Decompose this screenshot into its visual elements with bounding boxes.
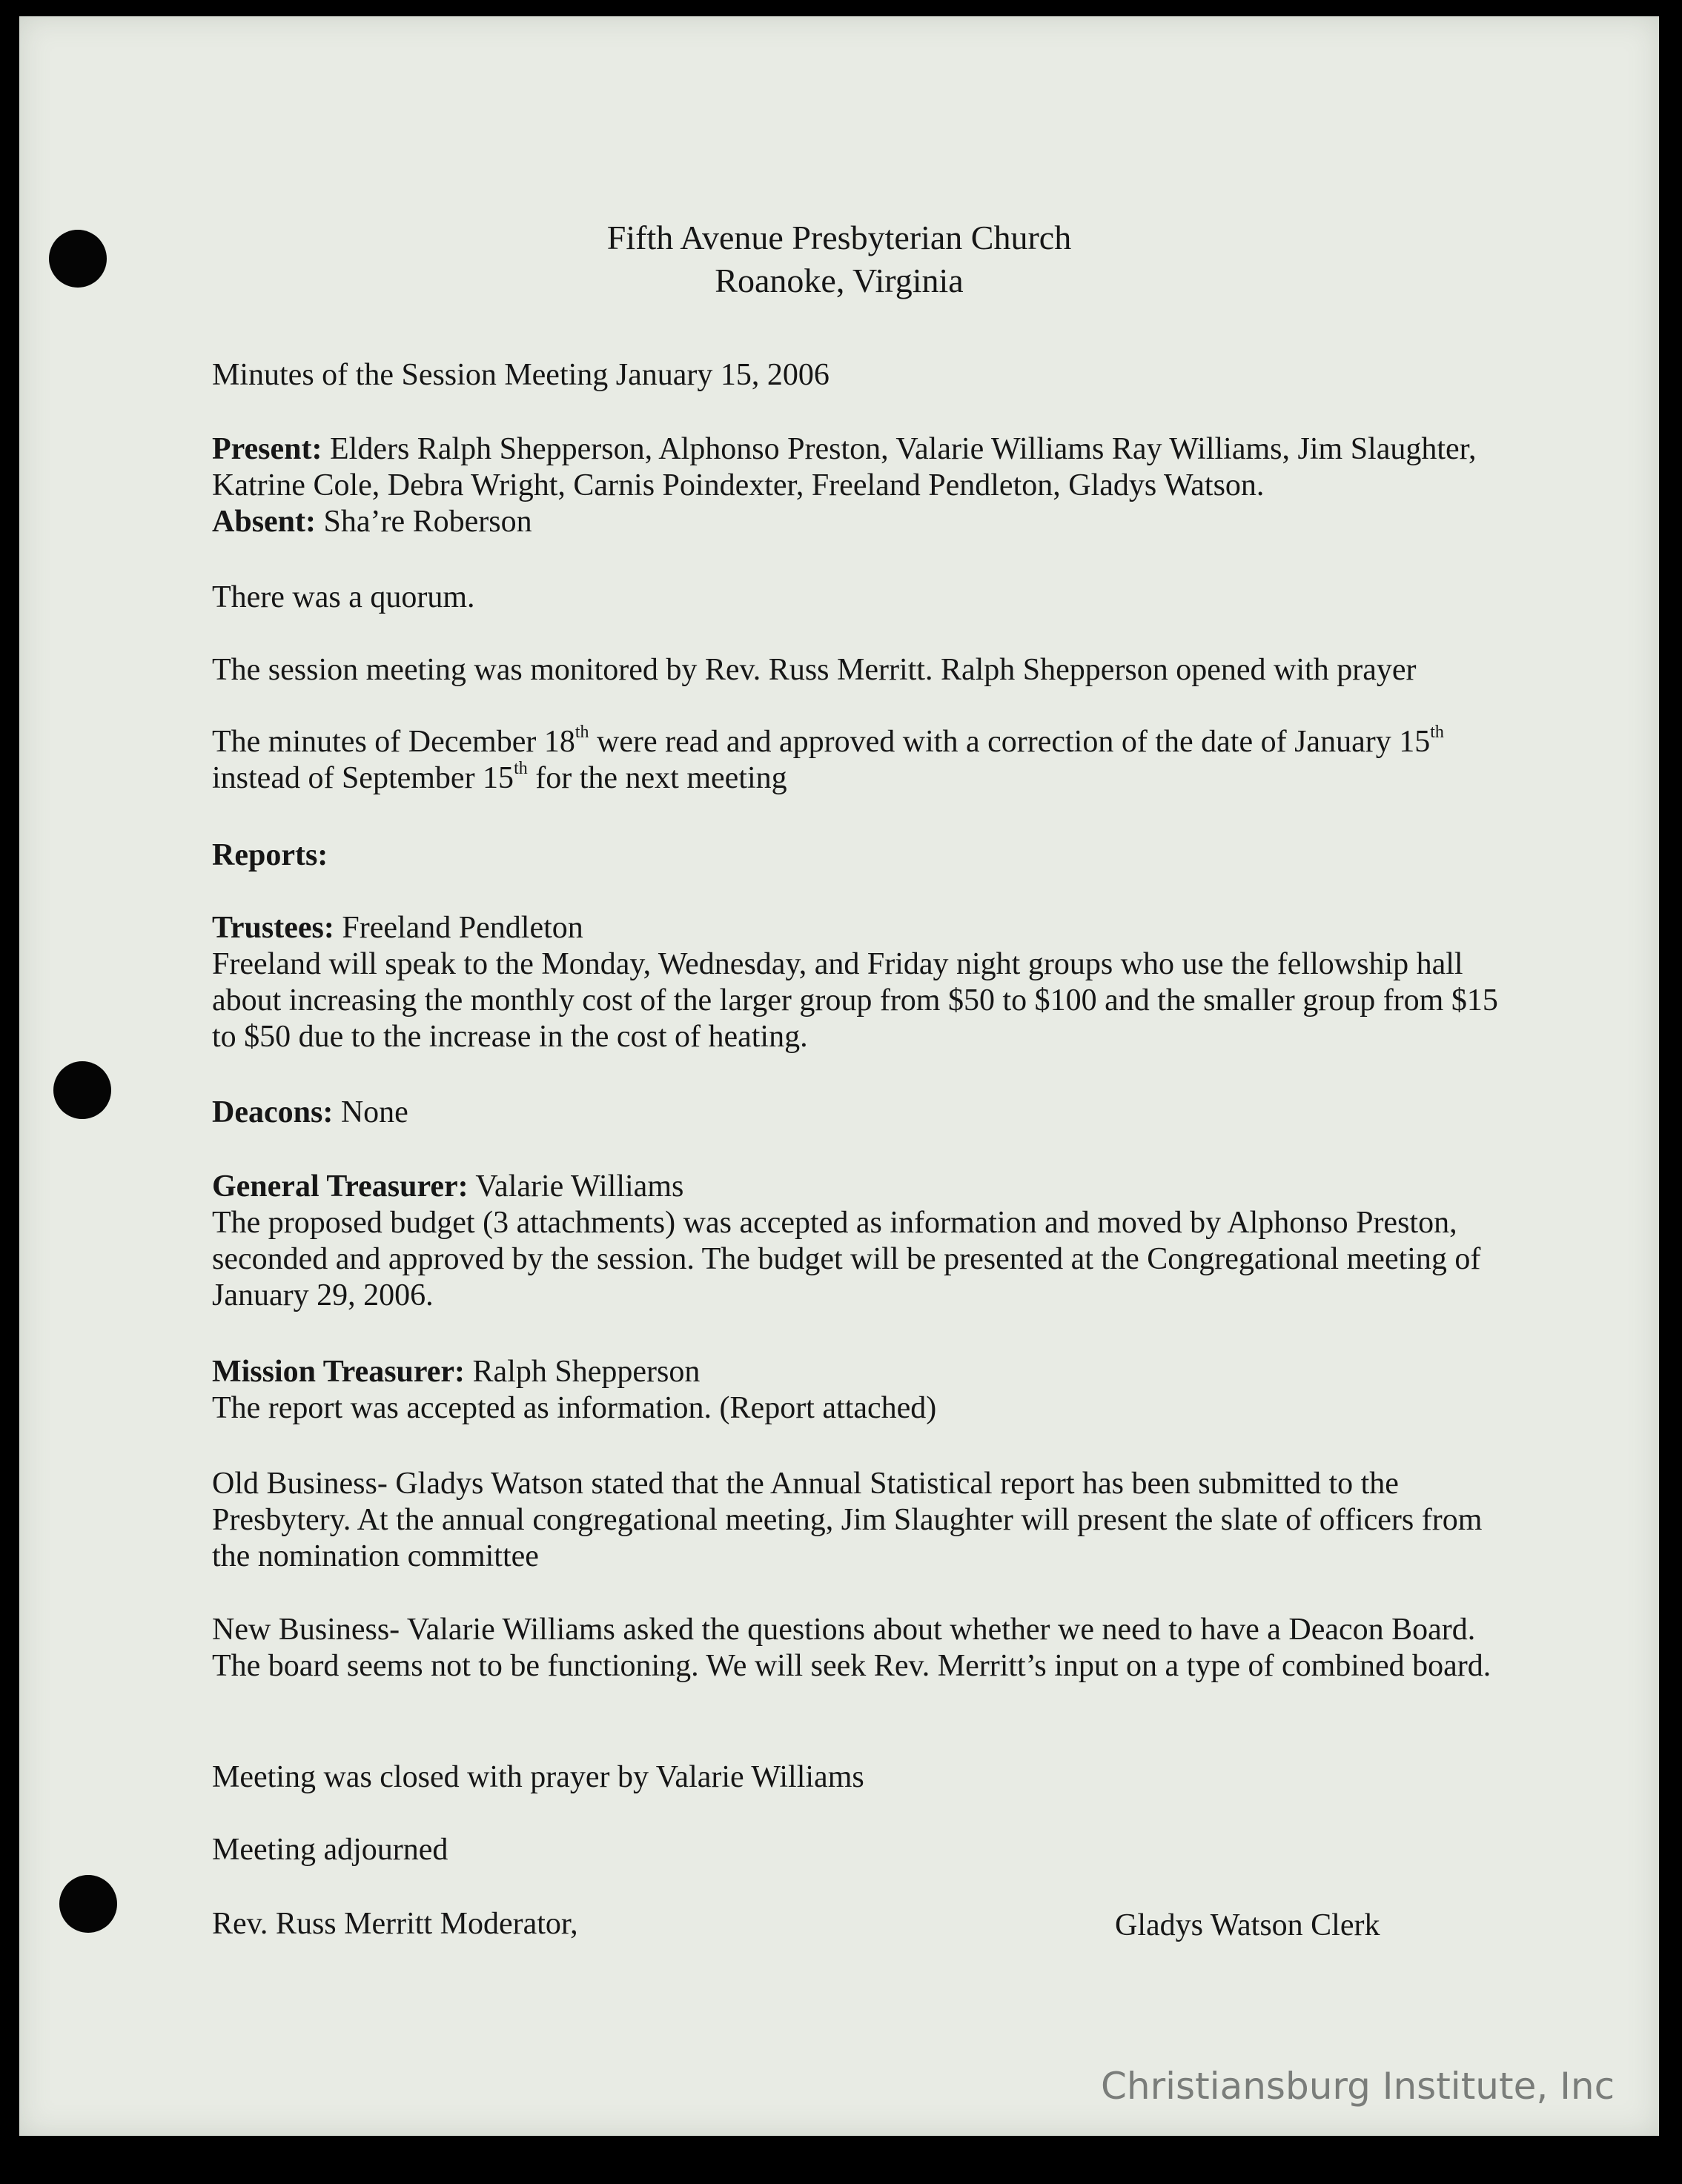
church-location: Roanoke, Virginia	[715, 262, 964, 299]
watermark-text: Christiansburg Institute, Inc	[1101, 2065, 1615, 2108]
present-label: Present:	[212, 432, 322, 466]
mission-treasurer-label: Mission Treasurer:	[212, 1355, 466, 1389]
new-business: New Business- Valarie Williams asked the questions about whether we need to have a Deacon Board. The board seems not to be functioning. We will seek Rev. Merritt’s input on a type of combined board.	[212, 1613, 1491, 1683]
general-treasurer-name: Valarie Williams	[468, 1169, 684, 1204]
trustees-text: Freeland will speak to the Monday, Wednesday, and Friday night groups who use the fellowship hall about increasing the monthly cost of the larger group from $50 to $100 and the smaller group from $15 to $50 due to the increase in the cost of heating.	[212, 947, 1498, 1054]
approval-text-3: instead of September 15	[212, 761, 514, 795]
absent-list: Sha’re Roberson	[316, 505, 532, 539]
deacons-text: None	[333, 1095, 408, 1129]
trustees-report	[212, 910, 1502, 1055]
mission-treasurer-report	[212, 1354, 1502, 1427]
moderator-signature: Rev. Russ Merritt Moderator,	[212, 1907, 578, 1941]
monitor-statement: The session meeting was monitored by Rev. Russ Merritt. Ralph Shepperson opened with prayer	[212, 653, 1417, 687]
general-treasurer-text: The proposed budget (3 attachments) was accepted as information and moved by Alphonso Preston, seconded and approved by the session. The budget will be presented at the Congregational meeting of January 29, 2006.	[212, 1206, 1481, 1312]
attendance-paragraph	[212, 431, 1502, 540]
approval-sup-1: th	[575, 723, 589, 742]
deacons-report	[212, 1095, 1502, 1131]
minutes-approval	[212, 724, 1502, 797]
general-treasurer-label: General Treasurer:	[212, 1169, 468, 1204]
approval-text-2: were read and approved with a correction of the date of January 15	[589, 725, 1431, 759]
punch-hole-bottom	[59, 1875, 117, 1933]
trustees-name: Freeland Pendleton	[334, 911, 583, 945]
present-list: Elders Ralph Shepperson, Alphonso Preston, Valarie Williams Ray Williams, Jim Slaughter, Katrine Cole, Debra Wright, Carnis Poindexter, Freeland Pendleton, Gladys Watson.	[212, 432, 1477, 502]
approval-text-4: for the next meeting	[527, 761, 787, 795]
punch-hole-middle	[53, 1061, 111, 1119]
minutes-title: Minutes of the Session Meeting January 15, 2006	[212, 358, 830, 392]
approval-sup-2: th	[1430, 723, 1444, 742]
reports-heading	[212, 837, 1502, 874]
meeting-adjourned: Meeting adjourned	[212, 1833, 448, 1867]
approval-text-1: The minutes of December 18	[212, 725, 575, 759]
old-business: Old Business- Gladys Watson stated that the Annual Statistical report has been submitted to the Presbytery. At the annual congregational meeting, Jim Slaughter will present the slate of officers from the nomination committee	[212, 1467, 1483, 1573]
document-page	[19, 16, 1659, 2136]
clerk-signature: Gladys Watson Clerk	[1115, 1908, 1380, 1942]
mission-treasurer-name: Ralph Shepperson	[465, 1355, 701, 1389]
general-treasurer-report	[212, 1169, 1502, 1314]
absent-label: Absent:	[212, 505, 317, 539]
trustees-label: Trustees:	[212, 911, 334, 945]
church-name: Fifth Avenue Presbyterian Church	[606, 219, 1072, 256]
quorum-statement: There was a quorum.	[212, 580, 475, 614]
mission-treasurer-text: The report was accepted as information. (Report attached)	[212, 1391, 937, 1425]
approval-sup-3: th	[514, 759, 528, 778]
closing-prayer: Meeting was closed with prayer by Valarie Williams	[212, 1760, 864, 1794]
reports-heading-text: Reports:	[212, 838, 328, 872]
deacons-label: Deacons:	[212, 1095, 334, 1129]
